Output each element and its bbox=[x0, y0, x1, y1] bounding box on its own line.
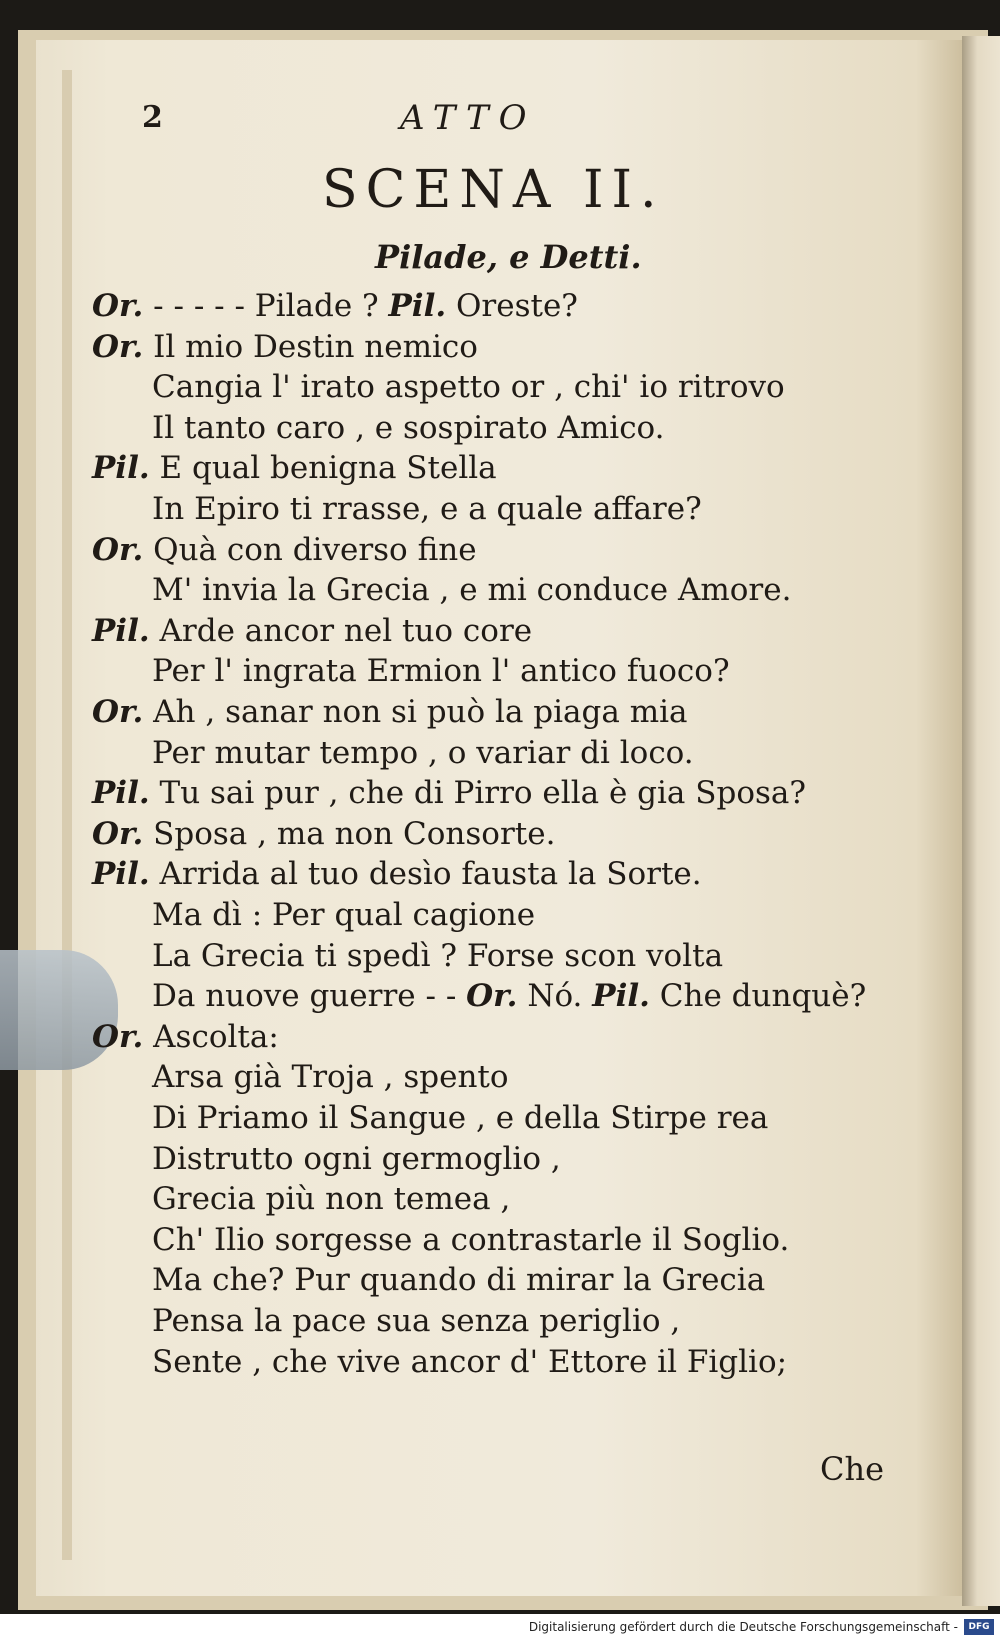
line-text: Che dunquè? bbox=[659, 978, 867, 1015]
page-gutter bbox=[62, 70, 72, 1560]
line-text: Arde ancor nel tuo core bbox=[159, 612, 533, 649]
verse-line bbox=[152, 938, 723, 974]
line-text: Oreste? bbox=[456, 288, 578, 324]
line-text: Ch' Ilio sorgesse a contrastarle il Soglio. bbox=[152, 1221, 790, 1258]
line-text: - - - - - Pilade ? bbox=[153, 288, 389, 324]
verse-line bbox=[152, 369, 785, 405]
line-text: Distrutto ogni germoglio , bbox=[152, 1140, 561, 1177]
line-text: Ma dì : Per qual cagione bbox=[152, 897, 536, 933]
speaker-label: Or. bbox=[92, 531, 144, 568]
line-text: Arrida al tuo desìo fausta la Sorte. bbox=[159, 856, 702, 893]
line-text: Ascolta: bbox=[153, 1018, 279, 1055]
verse-line bbox=[152, 1303, 680, 1339]
dfg-logo: DFG bbox=[964, 1619, 994, 1635]
speaker-label: Pil. bbox=[92, 612, 150, 649]
line-text: E qual benigna Stella bbox=[159, 450, 497, 487]
verse-line bbox=[92, 450, 497, 486]
verse-line bbox=[92, 613, 532, 649]
line-text: Sente , che vive ancor d' Ettore il Figlio; bbox=[152, 1343, 788, 1380]
verse-line bbox=[152, 978, 866, 1014]
speaker-label: Or. bbox=[92, 694, 144, 730]
verse-line bbox=[152, 653, 730, 689]
facing-page-edge bbox=[962, 36, 1000, 1606]
line-text: Ma che? Pur quando di mirar la Grecia bbox=[152, 1262, 766, 1299]
verse-line bbox=[152, 1141, 561, 1177]
verse-line bbox=[152, 897, 535, 933]
verse-line bbox=[92, 816, 555, 852]
line-text: Per l' ingrata Ermion l' antico fuoco? bbox=[152, 653, 730, 690]
line-text: Il tanto caro , e sospirato Amico. bbox=[152, 409, 665, 446]
speaker-label: Or. bbox=[92, 1018, 144, 1055]
speaker-label: Pil. bbox=[388, 288, 447, 324]
line-text: In Epiro ti rrasse, e a quale affare? bbox=[152, 491, 702, 527]
line-text: Quà con diverso fine bbox=[153, 531, 477, 568]
verse-line bbox=[152, 491, 702, 527]
verse-line bbox=[152, 572, 791, 608]
speaker-label: Pil. bbox=[592, 978, 650, 1015]
scene-title: SCENA II. bbox=[322, 160, 665, 220]
verse-line bbox=[152, 1100, 768, 1136]
cast-line: Pilade, e Detti. bbox=[375, 238, 642, 276]
speaker-label: Or. bbox=[466, 978, 518, 1015]
verse-line bbox=[152, 410, 665, 446]
speaker-label: Pil. bbox=[92, 450, 150, 487]
speaker-label: Pil. bbox=[92, 856, 150, 893]
line-text: Da nuove guerre - - bbox=[152, 978, 467, 1015]
verse-line bbox=[92, 288, 578, 324]
running-head: ATTO bbox=[400, 98, 537, 138]
speaker-label: Or. bbox=[92, 288, 144, 324]
verse-line bbox=[92, 775, 806, 811]
speaker-label: Pil. bbox=[92, 775, 150, 812]
line-text: Cangia l' irato aspetto or , chi' io ritrovo bbox=[152, 369, 785, 406]
line-text: Sposa , ma non Consorte. bbox=[153, 815, 556, 852]
verse-line bbox=[92, 694, 688, 730]
verse-line bbox=[92, 856, 702, 892]
line-text: Nó. bbox=[527, 978, 593, 1015]
line-text: Grecia più non temea , bbox=[152, 1181, 511, 1218]
line-text: Di Priamo il Sangue , e della Stirpe rea bbox=[152, 1100, 769, 1136]
digitization-footer bbox=[0, 1614, 1000, 1642]
verse-line bbox=[152, 1262, 765, 1298]
line-text: La Grecia ti spedì ? Forse scon volta bbox=[152, 937, 724, 974]
line-text: Tu sai pur , che di Pirro ella è gia Sposa? bbox=[159, 775, 806, 812]
line-text: Il mio Destin nemico bbox=[153, 328, 478, 365]
footer-text: Digitalisierung gefördert durch die Deutsche Forschungsgemeinschaft - bbox=[528, 1620, 958, 1634]
line-text: Ah , sanar non si può la piaga mia bbox=[153, 694, 688, 730]
verse-line bbox=[92, 532, 477, 568]
verse-line bbox=[92, 329, 478, 365]
line-text: Per mutar tempo , o variar di loco. bbox=[152, 734, 694, 771]
verse-line bbox=[152, 1222, 789, 1258]
verse-line bbox=[152, 1059, 509, 1095]
catchword: Che bbox=[820, 1450, 885, 1488]
speaker-label: Or. bbox=[92, 815, 144, 852]
page-number: 2 bbox=[142, 100, 163, 135]
verse-line bbox=[152, 1344, 787, 1380]
verse-line bbox=[92, 1019, 279, 1055]
verse-line bbox=[152, 735, 694, 771]
line-text: M' invia la Grecia , e mi conduce Amore. bbox=[152, 572, 792, 609]
speaker-label: Or. bbox=[92, 328, 144, 365]
line-text: Pensa la pace sua senza periglio , bbox=[152, 1303, 681, 1339]
line-text: Arsa già Troja , spento bbox=[152, 1059, 509, 1096]
verse-line bbox=[152, 1181, 510, 1217]
